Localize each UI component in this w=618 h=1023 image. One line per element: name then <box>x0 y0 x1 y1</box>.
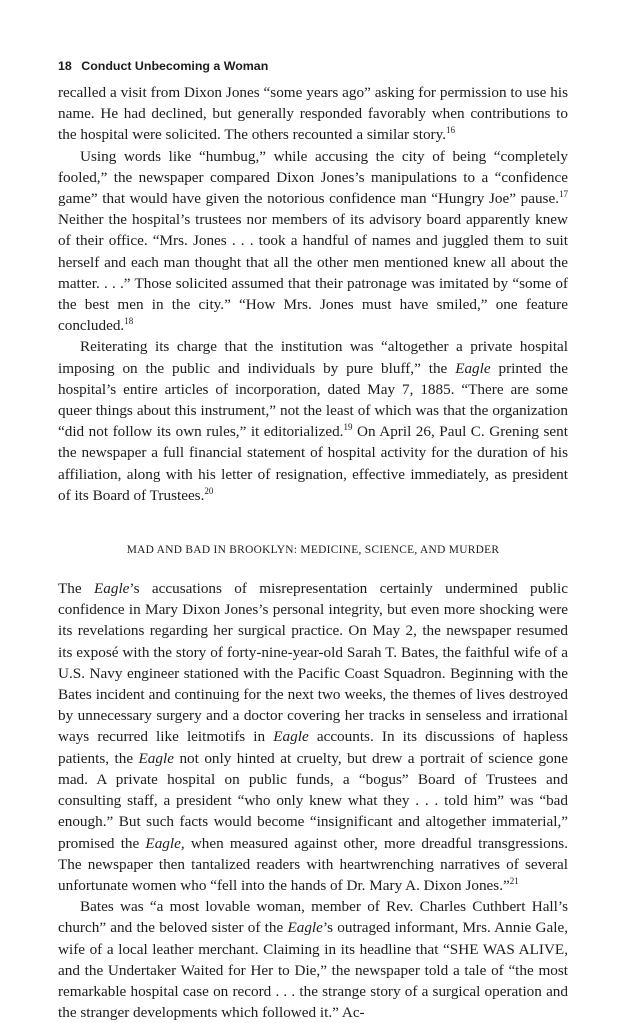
text-run: accounts. In its discussions of hapless patients, the <box>58 728 568 767</box>
body-text-after-heading <box>58 578 568 1023</box>
running-head-title: Conduct Unbecoming a Woman <box>81 59 269 73</box>
italic-title: Eagle <box>455 359 491 377</box>
text-run: ’s outraged informant, Mrs. Annie Gale, wife of a local leather merchant. Claiming in its headline that “SHE WAS ALIVE, and the Undertaker Waited for Her to Die,” the newspaper told a tale of “the most remarkable hospital case on record . . . the strange story of a surgical operation and the stranger developments which followed it.” Ac- <box>58 919 568 1022</box>
italic-title: Eagle <box>145 834 181 852</box>
paragraph <box>58 82 568 146</box>
paragraph <box>58 896 568 1023</box>
text-run: , when measured against other, more dreadful transgressions. The newspaper then tantalized readers with heartwrenching narratives of several unfortunate women who “fell into the hands of Dr. Mary A. Dixon Jones.” <box>58 834 569 894</box>
book-page <box>58 58 568 1023</box>
paragraph <box>58 578 568 896</box>
italic-title: Eagle <box>287 919 323 937</box>
text-run: Reiterating its charge that the institution was “altogether a private hospital imposing on the public and individuals by pure bluff,” the <box>58 338 568 377</box>
text-run: Neither the hospital’s trustees nor members of its advisory board apparently knew of their office. “Mrs. Jones . . . took a handful of names and juggled them to suit herself and each man thought that all the other men mentioned knew all about the matter. . . .” Those solicited assumed that their patronage was imitated by “some of the best men in the city.” “How Mrs. Jones must have smiled,” one feature concluded. <box>58 211 568 335</box>
text-run: On April 26, Paul C. Grening sent the newspaper a full financial statement of hospital activity for the duration of his affiliation, along with his letter of resignation, effective immediately, as president of its Board of Trustees. <box>58 423 568 504</box>
text-run: ’s accusations of misrepresentation certainly undermined public confidence in Mary Dixon Jones’s personal integrity, but even more shocking were its revelations regarding her surgical practice. On May 2, the newspaper resumed its exposé with the story of forty-nine-year-old Sarah T. Bates, the faithful wife of a U.S. Navy engineer stationed with the Pacific Coast Squadron. Beginning with the Bates incident and continuing for the next two weeks, the themes of lives destroyed by unnecessary surgery and a doctor covering her tracks in senseless and irrational ways recurred like leitmotifs in <box>58 580 568 746</box>
italic-title: Eagle <box>138 749 174 767</box>
footnote-ref: 18 <box>124 316 134 327</box>
italic-title: Eagle <box>273 728 309 746</box>
footnote-ref: 21 <box>509 875 519 886</box>
text-run: Bates was “a most lovable woman, member of Rev. Charles Cuthbert Hall’s church” and the beloved sister of the <box>58 898 568 937</box>
paragraph <box>58 146 568 337</box>
page-number: 18 <box>58 59 72 73</box>
text-run: not only hinted at cruelty, but drew a portrait of science gone mad. A private hospital on public funds, a “bogus” Board of Trustees and consulting staff, a president “who only knew what they . . . told him” was “bad enough.” But such facts would become “insignificant and altogether immaterial,” promised the <box>58 749 568 852</box>
paragraph <box>58 336 568 506</box>
running-head <box>58 58 568 74</box>
footnote-ref: 19 <box>343 422 353 433</box>
body-text-before-heading <box>58 82 568 506</box>
text-run: printed the hospital’s entire articles of incorporation, dated May 7, 1885. “There are some queer things about this instrument,” not the least of which was that the organization “did not follow its own rules,” it editorialized. <box>58 359 568 441</box>
footnote-ref: 20 <box>204 485 214 496</box>
section-heading: MAD AND BAD IN BROOKLYN: MEDICINE, SCIENCE, AND MURDER <box>126 544 500 557</box>
text-run: recalled a visit from Dixon Jones “some years ago” asking for permission to use his name. He had declined, but generally responded favorably when contributions to the hospital were solicited. The others recounted a similar story. <box>58 84 568 144</box>
footnote-ref: 16 <box>446 125 456 136</box>
footnote-ref: 17 <box>559 188 568 199</box>
italic-title: Eagle <box>93 580 130 598</box>
text-run: Using words like “humbug,” while accusing the city of being “completely fooled,” the newspaper compared Dixon Jones’s manipulations to a “confidence game” that would have given the notorious confidence man “Hungry Joe” pause. <box>58 147 568 208</box>
text-run: The <box>58 580 94 598</box>
